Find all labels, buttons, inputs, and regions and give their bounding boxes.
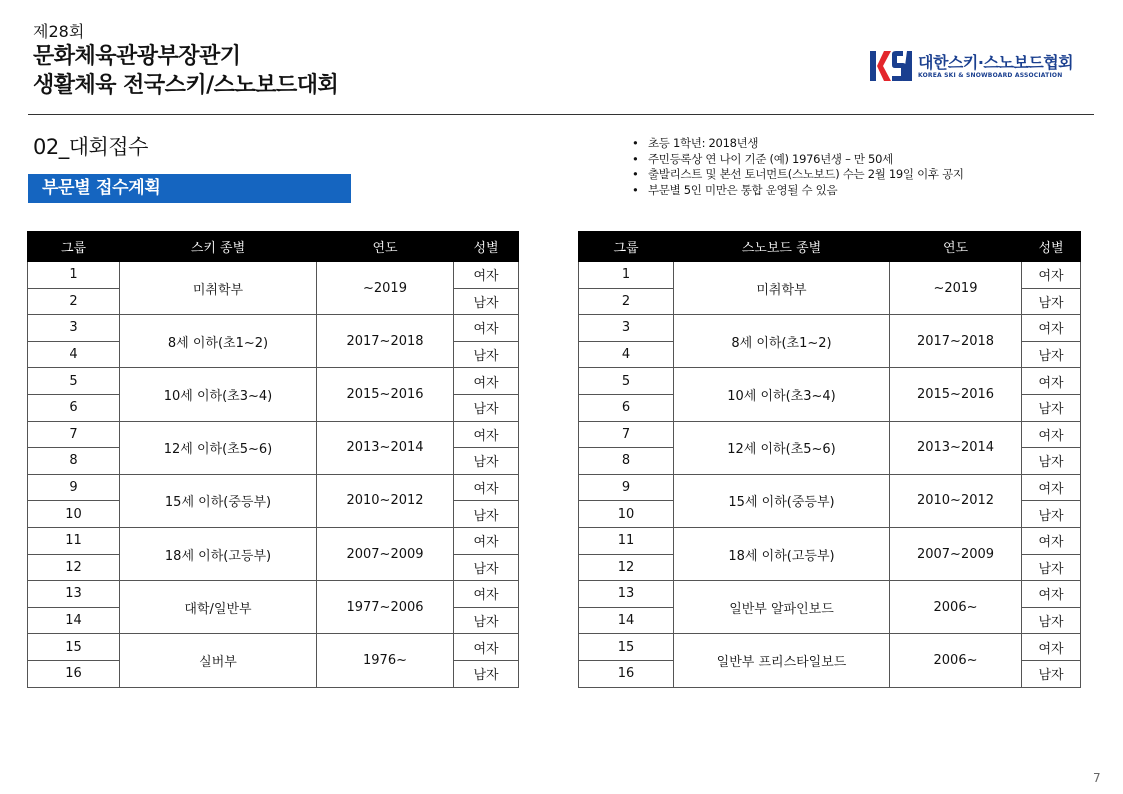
gender-cell: 여자 [1022, 421, 1081, 448]
group-number-cell: 5 [28, 368, 120, 395]
birth-years-cell: 2017~2018 [317, 315, 454, 368]
group-number-cell: 6 [28, 394, 120, 421]
event-edition: 제28회 [33, 22, 85, 41]
division-cell: 미취학부 [120, 262, 317, 315]
note-item: • 부문별 5인 미만은 통합 운영될 수 있음 [632, 183, 964, 199]
table-row [28, 368, 519, 395]
division-cell: 15세 이하(중등부) [120, 474, 317, 527]
section-badge: 부문별 접수계획 [28, 174, 351, 203]
group-number-cell: 12 [28, 554, 120, 581]
notes-list [632, 136, 964, 198]
table-row [28, 634, 519, 661]
header-divider [28, 114, 1094, 115]
gender-cell: 남자 [454, 341, 519, 368]
table-row [28, 581, 519, 608]
header-years: 연도 [317, 232, 454, 262]
table-body [579, 262, 1081, 688]
table-row [579, 368, 1081, 395]
group-number-cell: 16 [28, 660, 120, 687]
header-gender: 성별 [1022, 232, 1081, 262]
group-number-cell: 10 [579, 501, 674, 528]
snowboard-division-table [578, 231, 1081, 688]
group-number-cell: 4 [28, 341, 120, 368]
ksa-logo [870, 48, 1073, 84]
division-cell: 12세 이하(초5~6) [120, 421, 317, 474]
table-header-row [28, 232, 519, 262]
birth-years-cell: 2010~2012 [890, 474, 1022, 527]
gender-cell: 여자 [1022, 474, 1081, 501]
gender-cell: 남자 [454, 394, 519, 421]
birth-years-cell: ~2019 [890, 262, 1022, 315]
group-number-cell: 14 [579, 607, 674, 634]
group-number-cell: 13 [28, 581, 120, 608]
group-number-cell: 16 [579, 660, 674, 687]
birth-years-cell: 1977~2006 [317, 581, 454, 634]
gender-cell: 여자 [454, 581, 519, 608]
table-row [579, 527, 1081, 554]
gender-cell: 여자 [454, 421, 519, 448]
division-cell: 일반부 프리스타일보드 [674, 634, 890, 687]
gender-cell: 남자 [1022, 554, 1081, 581]
group-number-cell: 15 [28, 634, 120, 661]
gender-cell: 남자 [1022, 607, 1081, 634]
birth-years-cell: 2010~2012 [317, 474, 454, 527]
logo-name-en: KOREA SKI & SNOWBOARD ASSOCIATION [918, 71, 1063, 79]
division-cell: 15세 이하(중등부) [674, 474, 890, 527]
gender-cell: 여자 [454, 474, 519, 501]
division-cell: 대학/일반부 [120, 581, 317, 634]
ksa-logo-mark [870, 51, 912, 81]
gender-cell: 남자 [454, 288, 519, 315]
birth-years-cell: 2015~2016 [317, 368, 454, 421]
group-number-cell: 8 [28, 448, 120, 475]
header-division: 스키 종별 [120, 232, 317, 262]
ski-division-table [27, 231, 519, 688]
division-cell: 10세 이하(초3~4) [120, 368, 317, 421]
group-number-cell: 1 [579, 262, 674, 289]
birth-years-cell: 2007~2009 [890, 527, 1022, 580]
header-years: 연도 [890, 232, 1022, 262]
table-row [28, 262, 519, 289]
note-item: • 주민등록상 연 나이 기준 (예) 1976년생 – 만 50세 [632, 152, 964, 168]
group-number-cell: 11 [579, 527, 674, 554]
gender-cell: 여자 [1022, 634, 1081, 661]
gender-cell: 남자 [454, 554, 519, 581]
gender-cell: 남자 [1022, 448, 1081, 475]
birth-years-cell: 2013~2014 [890, 421, 1022, 474]
table-row [579, 421, 1081, 448]
table-row [579, 315, 1081, 342]
gender-cell: 남자 [454, 501, 519, 528]
table-row [579, 262, 1081, 289]
division-cell: 18세 이하(고등부) [674, 527, 890, 580]
group-number-cell: 6 [579, 394, 674, 421]
division-cell: 일반부 알파인보드 [674, 581, 890, 634]
event-title-line-2: 생활체육 전국스키/스노보드대회 [33, 73, 339, 98]
division-cell: 10세 이하(초3~4) [674, 368, 890, 421]
group-number-cell: 3 [28, 315, 120, 342]
table-body [28, 262, 519, 688]
birth-years-cell: 2017~2018 [890, 315, 1022, 368]
table-row [579, 474, 1081, 501]
header-group: 그룹 [28, 232, 120, 262]
page-number: 7 [1093, 771, 1101, 785]
gender-cell: 남자 [1022, 341, 1081, 368]
division-cell: 8세 이하(초1~2) [674, 315, 890, 368]
gender-cell: 여자 [454, 262, 519, 289]
group-number-cell: 12 [579, 554, 674, 581]
ksa-logo-text [918, 53, 1073, 80]
group-number-cell: 7 [579, 421, 674, 448]
group-number-cell: 4 [579, 341, 674, 368]
group-number-cell: 5 [579, 368, 674, 395]
group-number-cell: 13 [579, 581, 674, 608]
gender-cell: 남자 [1022, 501, 1081, 528]
group-number-cell: 1 [28, 262, 120, 289]
gender-cell: 여자 [454, 368, 519, 395]
gender-cell: 여자 [1022, 315, 1081, 342]
table-row [28, 527, 519, 554]
birth-years-cell: 2015~2016 [890, 368, 1022, 421]
table-row [28, 421, 519, 448]
group-number-cell: 9 [579, 474, 674, 501]
gender-cell: 여자 [454, 527, 519, 554]
division-cell: 미취학부 [674, 262, 890, 315]
group-number-cell: 10 [28, 501, 120, 528]
logo-name-ko: 대한스키·스노보드협회 [918, 52, 1074, 72]
birth-years-cell: 2006~ [890, 581, 1022, 634]
gender-cell: 여자 [1022, 581, 1081, 608]
note-item: • 초등 1학년: 2018년생 [632, 136, 964, 152]
division-cell: 12세 이하(초5~6) [674, 421, 890, 474]
group-number-cell: 15 [579, 634, 674, 661]
group-number-cell: 7 [28, 421, 120, 448]
gender-cell: 남자 [454, 448, 519, 475]
gender-cell: 남자 [454, 607, 519, 634]
birth-years-cell: 2006~ [890, 634, 1022, 687]
gender-cell: 남자 [1022, 660, 1081, 687]
group-number-cell: 9 [28, 474, 120, 501]
table-row [579, 634, 1081, 661]
group-number-cell: 8 [579, 448, 674, 475]
division-cell: 실버부 [120, 634, 317, 687]
header-title-block [33, 22, 338, 100]
group-number-cell: 2 [28, 288, 120, 315]
group-number-cell: 11 [28, 527, 120, 554]
header-gender: 성별 [454, 232, 519, 262]
group-number-cell: 2 [579, 288, 674, 315]
gender-cell: 남자 [1022, 394, 1081, 421]
gender-cell: 여자 [1022, 527, 1081, 554]
table-row [579, 581, 1081, 608]
division-cell: 18세 이하(고등부) [120, 527, 317, 580]
gender-cell: 여자 [1022, 368, 1081, 395]
gender-cell: 여자 [454, 634, 519, 661]
table-row [28, 474, 519, 501]
section-title: 02_대회접수 [33, 135, 148, 159]
birth-years-cell: 2007~2009 [317, 527, 454, 580]
group-number-cell: 3 [579, 315, 674, 342]
note-item: • 출발리스트 및 본선 토너먼트(스노보드) 수는 2월 19일 이후 공지 [632, 167, 964, 183]
birth-years-cell: 2013~2014 [317, 421, 454, 474]
gender-cell: 여자 [1022, 262, 1081, 289]
header-division: 스노보드 종별 [674, 232, 890, 262]
gender-cell: 여자 [454, 315, 519, 342]
birth-years-cell: 1976~ [317, 634, 454, 687]
table-header-row [579, 232, 1081, 262]
header-group: 그룹 [579, 232, 674, 262]
gender-cell: 남자 [1022, 288, 1081, 315]
event-title-line-1: 문화체육관광부장관기 [33, 44, 241, 69]
group-number-cell: 14 [28, 607, 120, 634]
gender-cell: 남자 [454, 660, 519, 687]
division-cell: 8세 이하(초1~2) [120, 315, 317, 368]
birth-years-cell: ~2019 [317, 262, 454, 315]
table-row [28, 315, 519, 342]
